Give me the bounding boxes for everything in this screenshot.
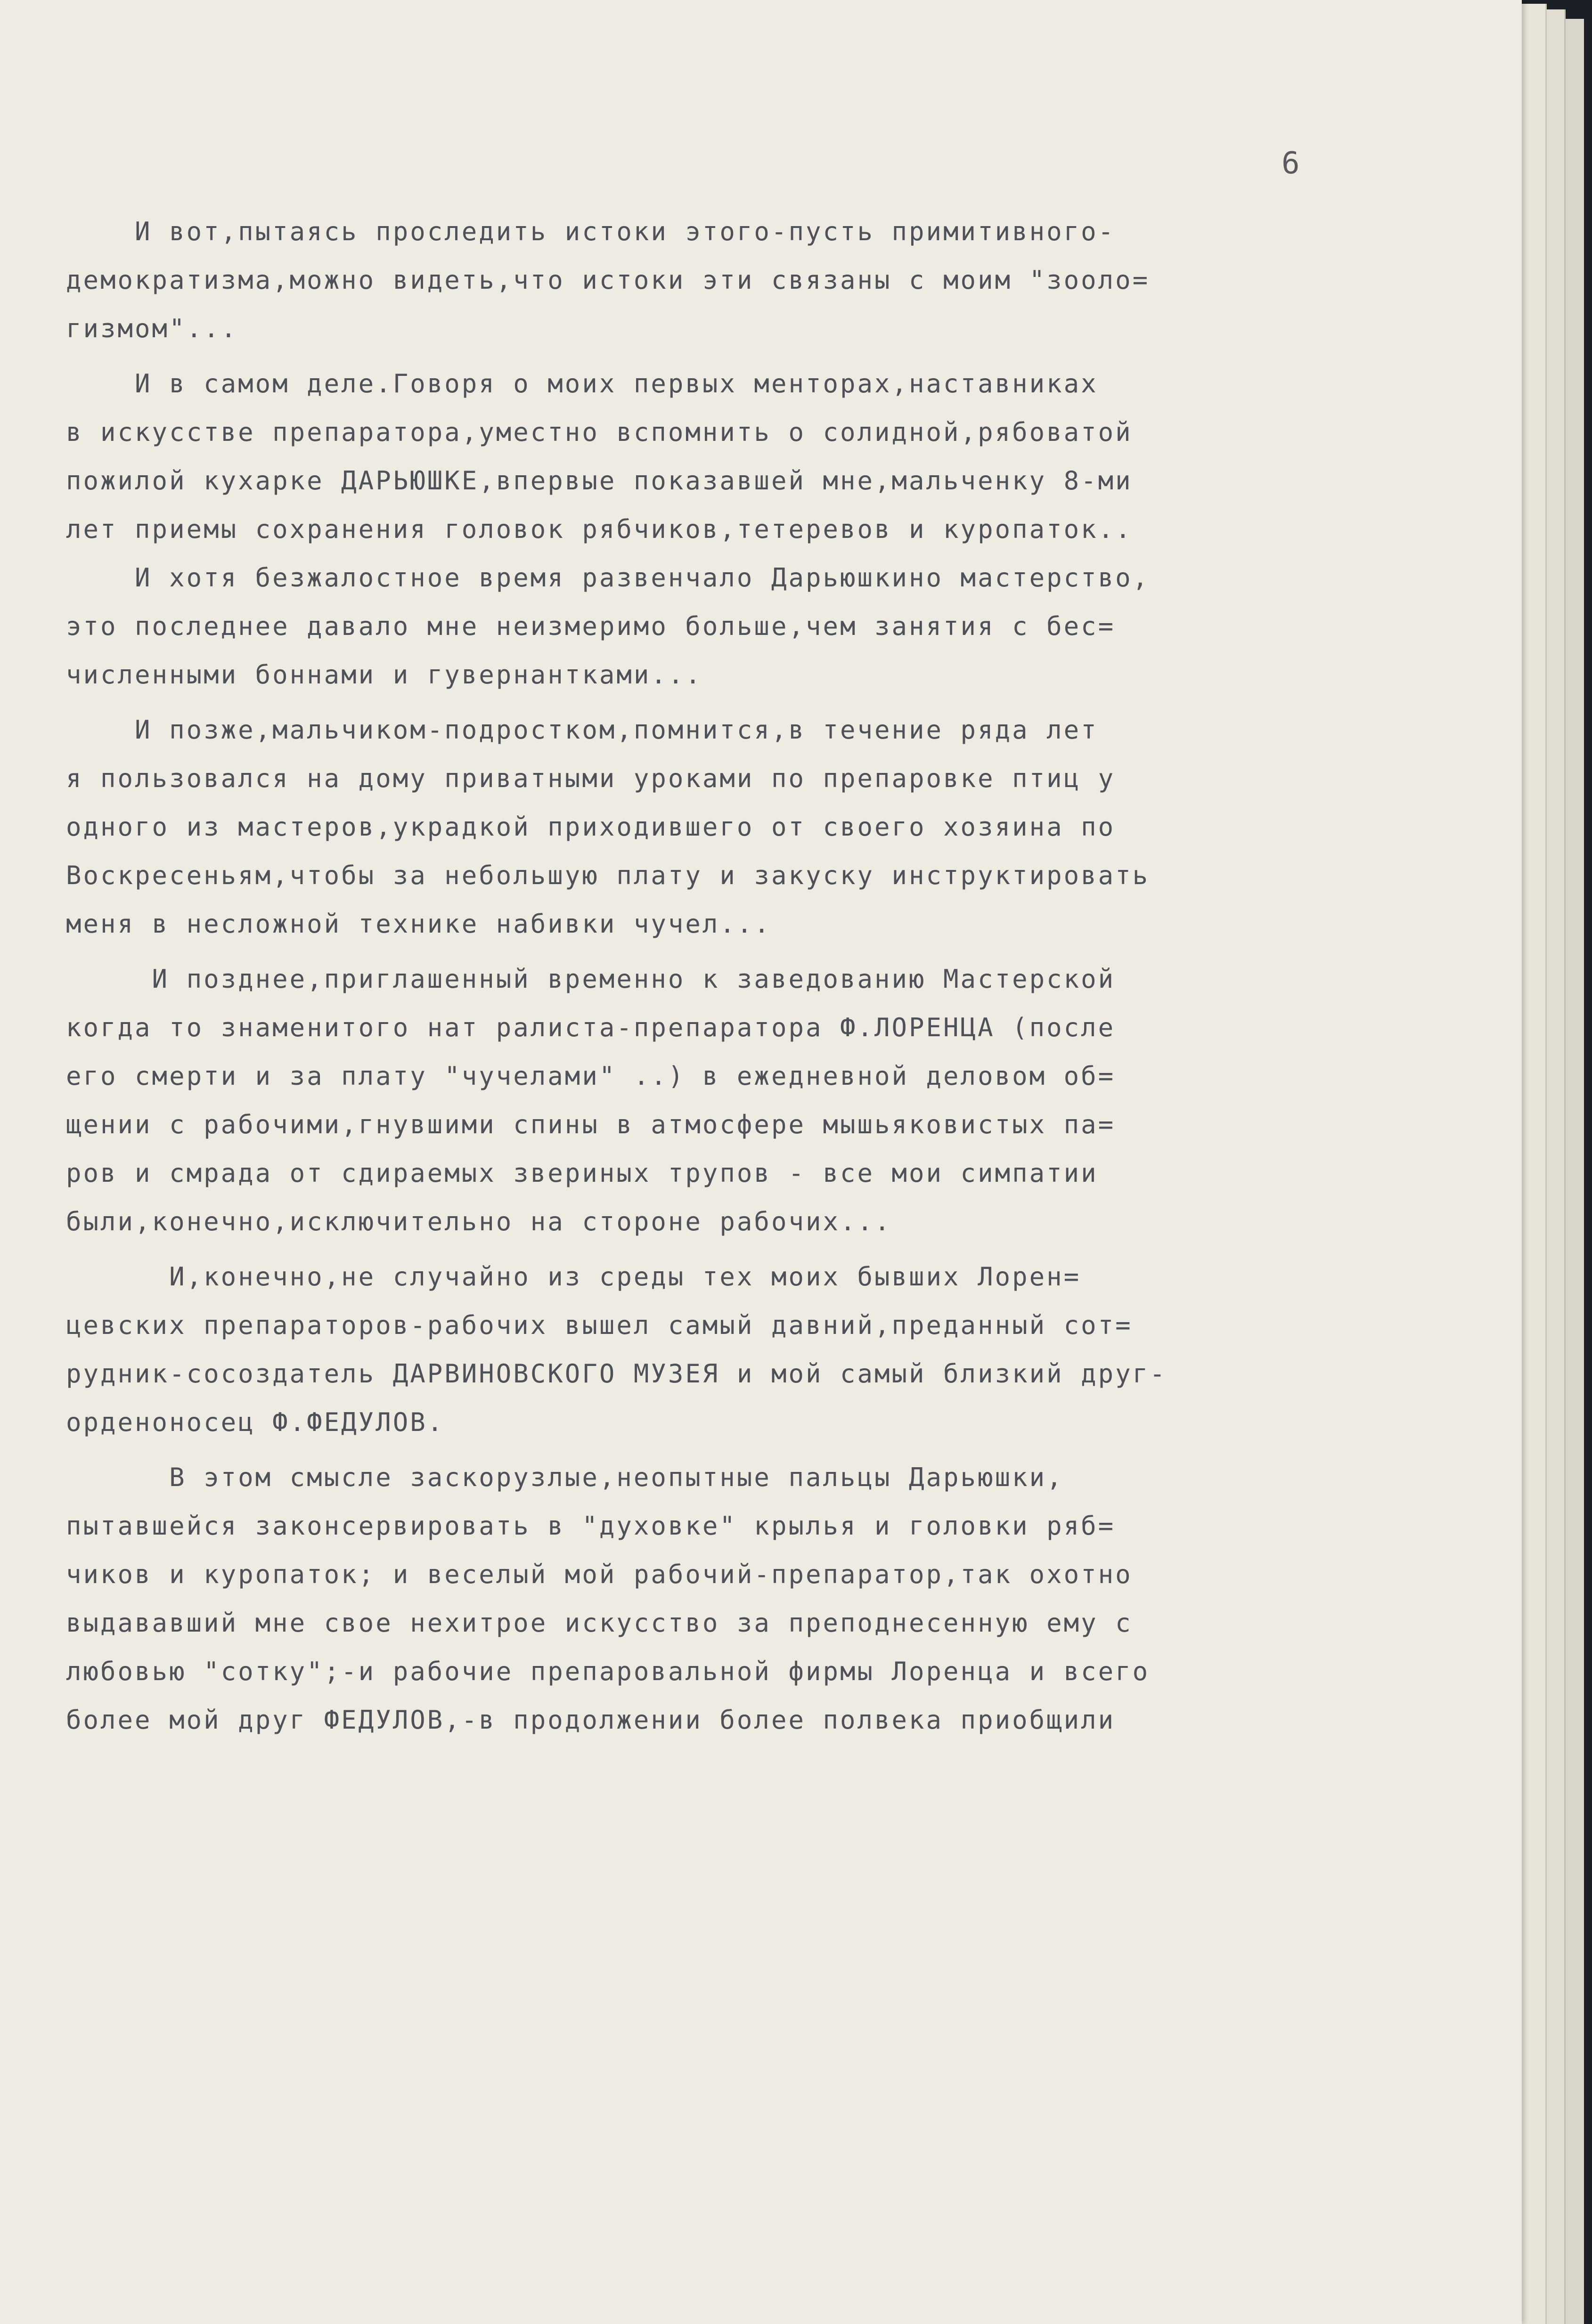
text-line: любовью "сотку";-и рабочие препаровальной фирмы Лоренца и всего <box>66 1657 1150 1686</box>
text-line: В этом смысле заскорузлые,неопытные пальцы Дарьюшки, <box>66 1463 1064 1492</box>
text-line: лет приемы сохранения головок рябчиков,тетеревов и куропаток.. <box>66 514 1133 544</box>
text-line: демократизма,можно видеть,что истоки эти связаны с моим "зооло= <box>66 265 1150 295</box>
text-line: щении с рабочими,гнувшими спины в атмосфере мышьяковистых па= <box>66 1110 1116 1139</box>
text-line: И вот,пытаясь проследить истоки этого-пусть примитивного- <box>66 217 1116 246</box>
text-line: это последнее давало мне неизмеримо больше,чем занятия с бес= <box>66 611 1116 641</box>
text-line: гизмом"... <box>66 314 238 343</box>
text-line: И позднее,приглашенный временно к заведованию Мастерской <box>66 964 1116 994</box>
text-line: были,конечно,исключительно на стороне рабочих... <box>66 1207 892 1236</box>
text-line: одного из мастеров,украдкой приходившего от своего хозяина по <box>66 812 1116 842</box>
text-line: его смерти и за плату "чучелами" ..) в ежедневной деловом об= <box>66 1061 1116 1091</box>
text-line: меня в несложной технике набивки чучел... <box>66 909 771 939</box>
text-line: пожилой кухарке ДАРЬЮШКЕ,впервые показавшей мне,мальченку 8-ми <box>66 466 1133 496</box>
text-line: когда то знаменитого нат ралиста-препаратора Ф.ЛОРЕНЦА (после <box>66 1013 1116 1042</box>
text-line: выдававший мне свое нехитрое искусство за преподнесенную ему с <box>66 1608 1133 1638</box>
page-number: 6 <box>1282 146 1300 181</box>
text-line: более мой друг ФЕДУЛОВ,-в продолжении более полвека приобщили <box>66 1705 1116 1735</box>
text-line: в искусстве препаратора,уместно вспомнить о солидной,рябоватой <box>66 417 1133 447</box>
text-line: И позже,мальчиком-подростком,помнится,в течение ряда лет <box>66 715 1098 745</box>
text-line: И в самом деле.Говоря о моих первых менторах,наставниках <box>66 369 1098 398</box>
text-line: Воскресеньям,чтобы за небольшую плату и закуску инструктировать <box>66 861 1150 890</box>
text-line: И,конечно,не случайно из среды тех моих бывших Лорен= <box>66 1262 1081 1292</box>
text-line: чиков и куропаток; и веселый мой рабочий-препаратор,так охотно <box>66 1560 1133 1589</box>
text-line: цевских препараторов-рабочих вышел самый давний,преданный сот= <box>66 1310 1133 1340</box>
text-line: ров и смрада от сдираемых звериных трупов - все мои симпатии <box>66 1158 1098 1188</box>
text-line: рудник-сосоздатель ДАРВИНОВСКОГО МУЗЕЯ и мой самый близкий друг- <box>66 1359 1167 1389</box>
text-line: пытавшейся законсервировать в "духовке" крылья и головки ряб= <box>66 1511 1116 1541</box>
text-line: орденоносец Ф.ФЕДУЛОВ. <box>66 1407 445 1437</box>
text-line: численными боннами и гувернантками... <box>66 660 702 690</box>
page-body <box>66 207 1432 1744</box>
text-line: я пользовался на дому приватными уроками по препаровке птиц у <box>66 764 1116 793</box>
text-line: И хотя безжалостное время развенчало Дарьюшкино мастерство, <box>66 563 1150 593</box>
